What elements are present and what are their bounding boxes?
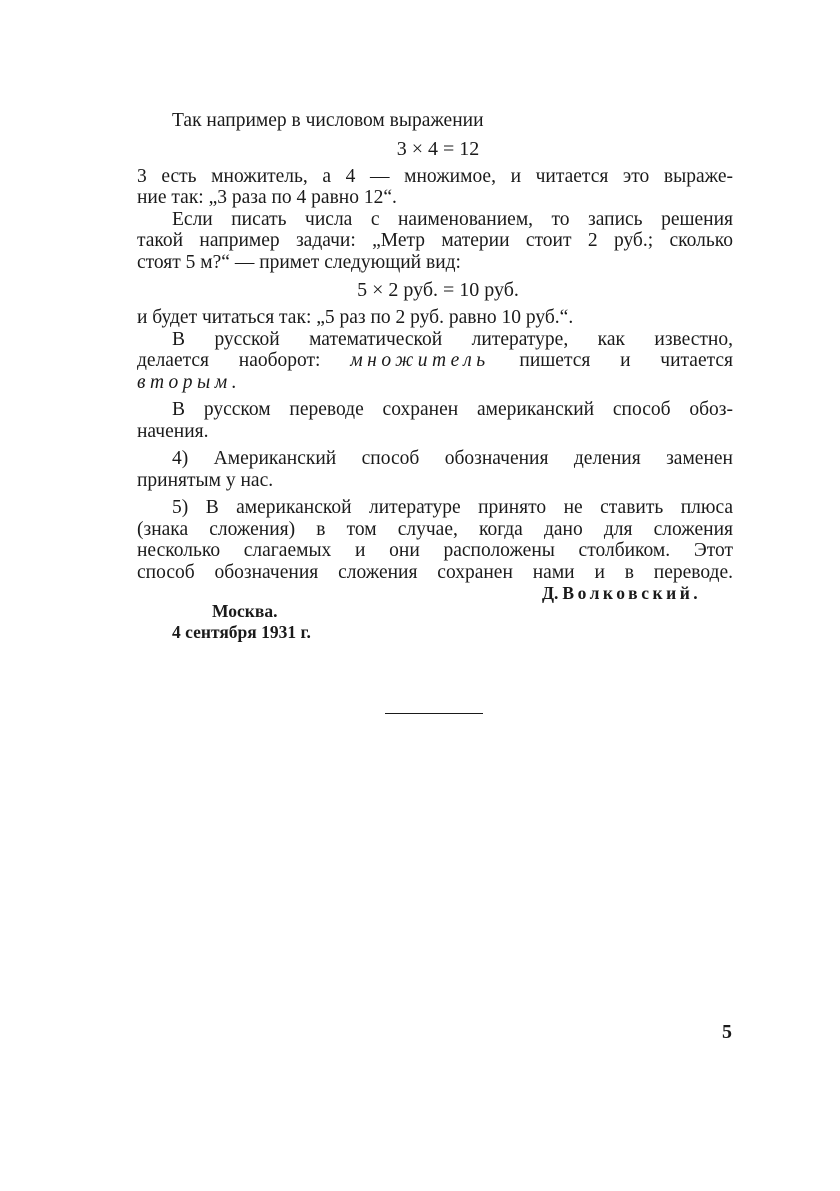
paragraph-line: В русской математической литературе, как известно,	[172, 328, 733, 350]
paragraph-line: 5) В американской литературе принято не ставить плюса	[172, 497, 733, 518]
paragraph-line	[137, 372, 733, 394]
paragraph-line: несколько слагаемых и они расположены столбиком. Этот	[137, 540, 733, 561]
paragraph-line: ние так: „3 раза по 4 равно 12“.	[137, 187, 397, 208]
author-initial: Д.	[542, 583, 559, 603]
paragraph-line: стоят 5 м?“ — примет следующий вид:	[137, 251, 461, 273]
paragraph-line: и будет читаться так: „5 раз по 2 руб. равно 10 руб.“.	[137, 307, 574, 328]
text-run: пишется и читается	[519, 350, 733, 371]
page-number: 5	[722, 1021, 732, 1043]
paragraph-line	[137, 350, 733, 372]
paragraph-line: В русском переводе сохранен американский способ обоз-	[172, 399, 733, 420]
paragraph-line: 4) Американский способ обозначения деления заменен	[172, 448, 733, 469]
body-text	[137, 110, 733, 583]
text-run: делается наоборот:	[137, 350, 321, 371]
emphasized-word: множитель	[350, 350, 490, 371]
place: Москва.	[212, 601, 278, 621]
author-surname: Волковский.	[562, 583, 702, 603]
formula-multiplication: 3 × 4 = 12	[396, 137, 480, 160]
formula-named-numbers: 5 × 2 руб. = 10 руб.	[357, 279, 519, 301]
emphasized-word: вторым.	[137, 371, 242, 393]
paragraph-line: способ обозначения сложения сохранен нами и в переводе.	[137, 561, 733, 583]
paragraph-line: начения.	[137, 420, 209, 442]
author-signature	[542, 583, 701, 604]
place-and-date	[172, 601, 311, 643]
paragraph-line: принятым у нас.	[137, 469, 274, 491]
paragraph-line: 3 есть множитель, а 4 — множимое, и читается это выраже-	[137, 165, 733, 187]
section-divider	[385, 713, 483, 714]
paragraph-line: (знака сложения) в том случае, когда дано для сложения	[137, 518, 733, 540]
paragraph-line: Так например в числовом выражении	[172, 110, 484, 131]
paragraph-line: такой например задачи: „Метр материи стоит 2 руб.; сколько	[137, 230, 733, 251]
date: 4 сентября 1931 г.	[172, 622, 311, 642]
paragraph-line: Если писать числа с наименованием, то запись решения	[172, 208, 733, 230]
